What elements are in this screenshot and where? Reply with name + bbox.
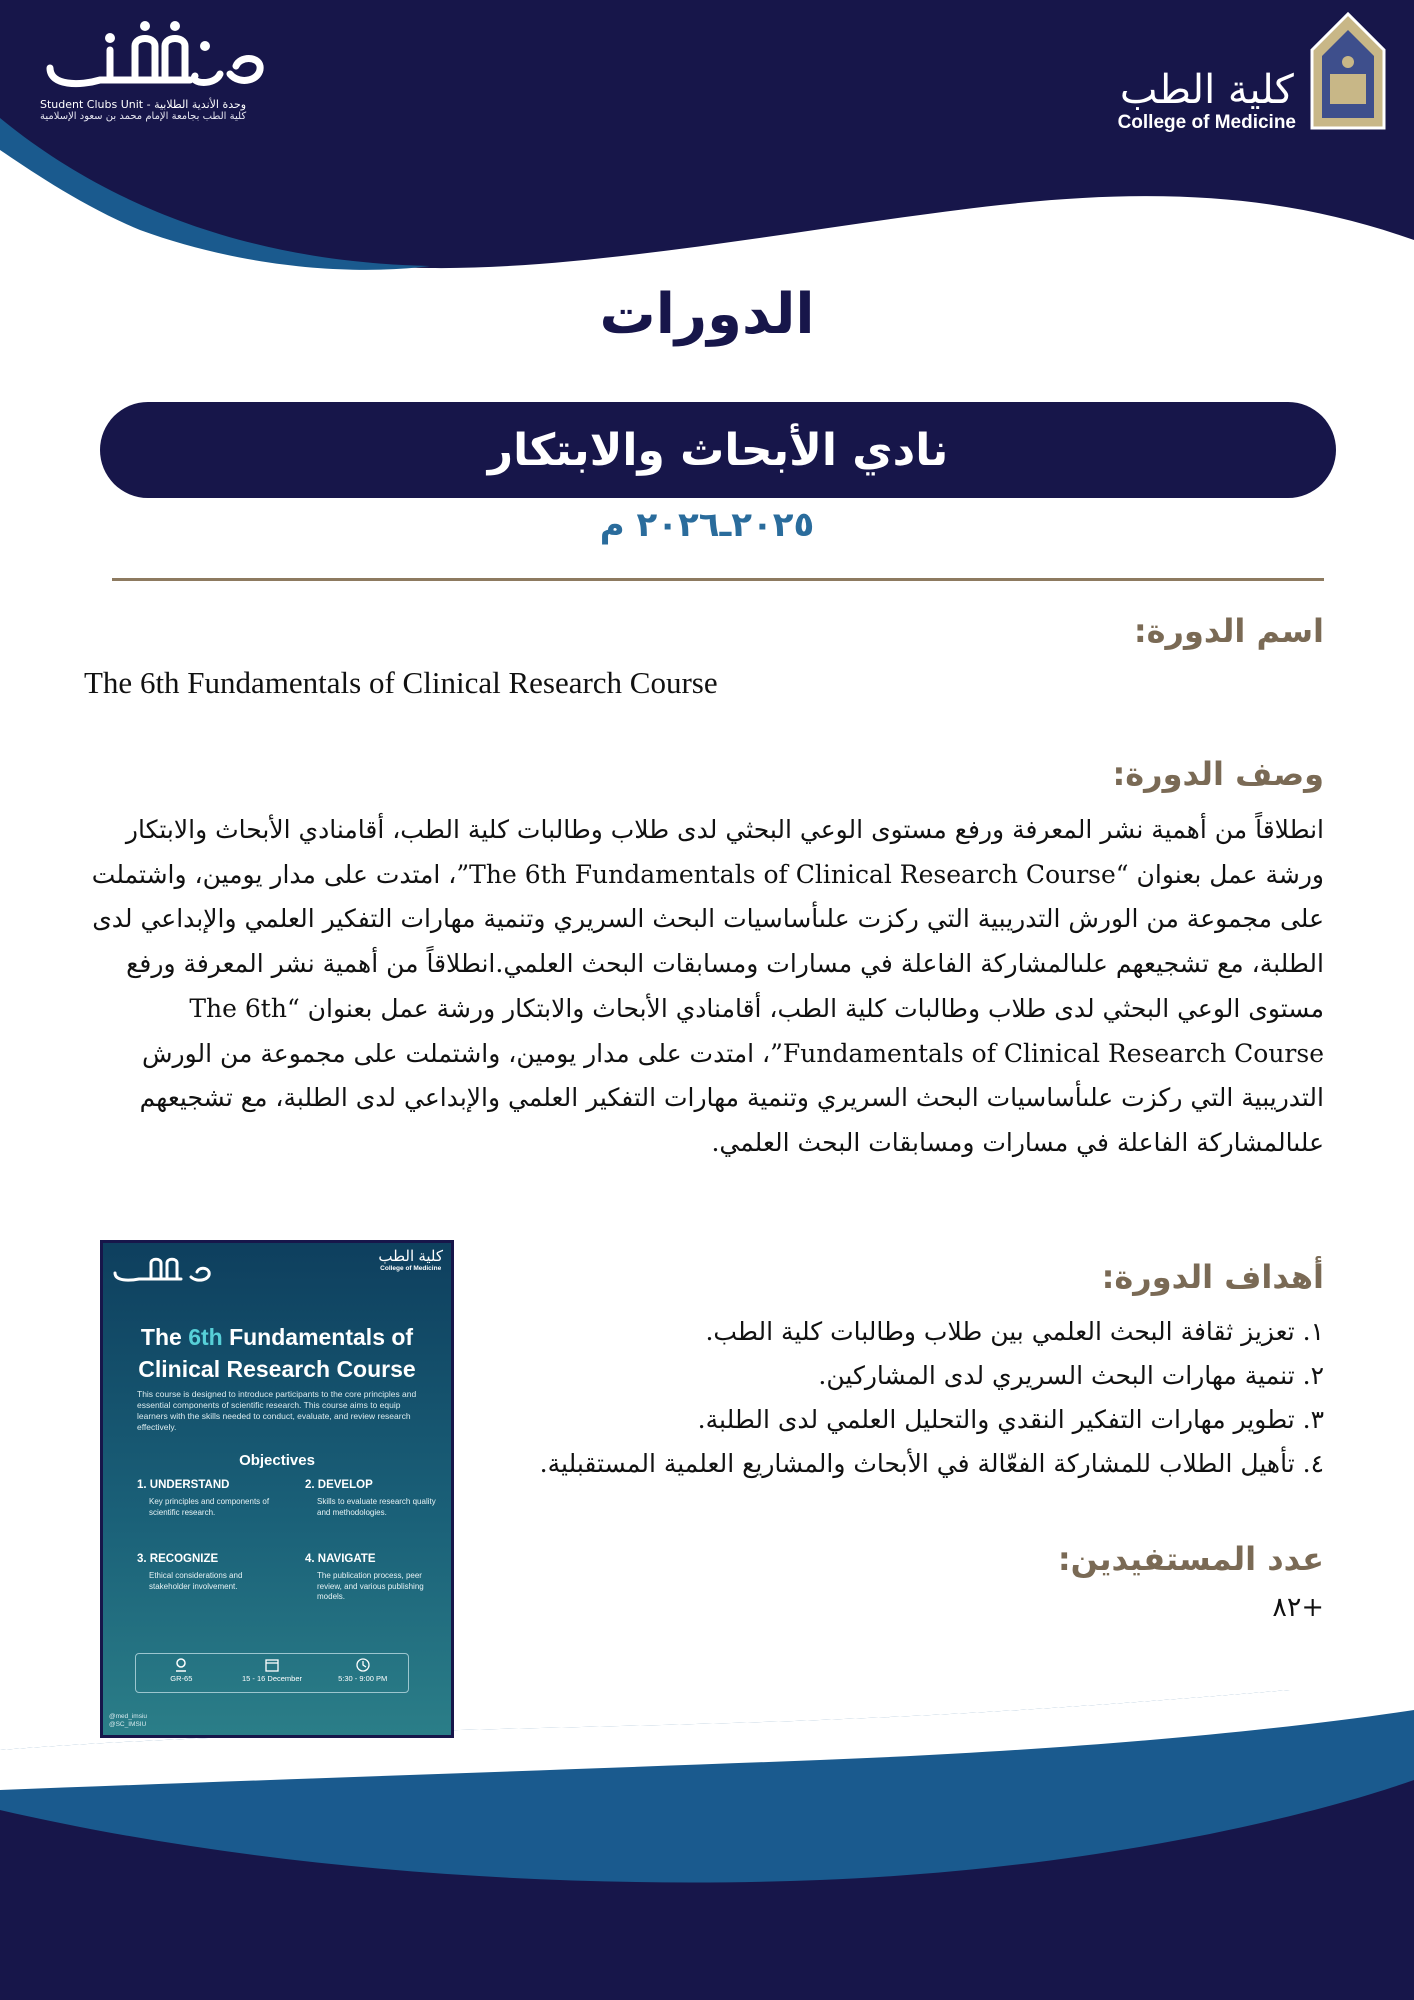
description-heading: وصف الدورة:	[1112, 755, 1324, 793]
beneficiaries-heading: عدد المستفيدين:	[1057, 1540, 1324, 1578]
clubs-unit-subtitle: كلية الطب بجامعة الإمام محمد بن سعود الإسلامية	[40, 111, 247, 122]
objective-item: ٣. تطوير مهارات التفكير النقدي والتحليل العلمي لدى الطلبة.	[697, 1405, 1324, 1434]
poster-objective-item: 2. DEVELOP Skills to evaluate research quality and methodologies.	[305, 1479, 436, 1517]
poster-location: GR-65	[136, 1654, 227, 1692]
college-logo-text	[1118, 68, 1296, 134]
student-clubs-logo	[40, 16, 280, 122]
poster-title-line-1: The 6th Fundamentals of	[140, 1324, 414, 1350]
poster-college-name-arabic: كلية الطب	[378, 1248, 443, 1265]
course-name: The 6th Fundamentals of Clinical Research Course	[84, 665, 718, 700]
description-text: انطلاقاً من أهمية نشر المعرفة ورفع مستوى الوعي البحثي لدى طلاب وطالبات كلية الطب، أقامنادي الأبحاث والابتكار ورشة عمل بعنوان “The 6th Fundamentals of Clinical Research Course”، امتدت على مدار يومين، واشتملت على مجموعة من الورش التدريبية التي ركزت علىأساسيات البحث السريري وتنمية مهارات التفكير العلمي والإبداعي لدى الطلبة، مع تشجيعهم علىالمشاركة الفاعلة في مسارات ومسابقات البحث العلمي.انطلاقاً من أهمية نشر المعرفة ورفع مستوى الوعي البحثي لدى طلاب وطالبات كلية الطب، أقامنادي الأبحاث والابتكار ورشة عمل بعنوان “The 6th Fundamentals of Clinical Research Course”، امتدت على مدار يومين، واشتملت على مجموعة من الورش التدريبية التي ركزت علىأساسيات البحث السريري وتنمية مهارات التفكير العلمي والإبداعي لدى الطلبة، مع تشجيعهم علىالمشاركة الفاعلة في مسارات ومسابقات البحث العلمي.	[91, 815, 1324, 1157]
objective-item: ٤. تأهيل الطلاب للمشاركة الفعّالة في الأبحاث والمشاريع العلمية المستقبلية.	[539, 1449, 1324, 1478]
objectives-list	[464, 1310, 1324, 1486]
academic-year: ٢٠٢٥ـ٢٠٢٦ م	[599, 505, 815, 545]
calendar-icon	[265, 1658, 279, 1672]
poster-title-highlight: 6th	[188, 1324, 223, 1350]
clubs-unit-name: Student Clubs Unit - وحدة الأندية الطلابية	[40, 98, 247, 111]
poster-college-logo	[378, 1247, 443, 1272]
club-name: نادي الأبحاث والابتكار	[487, 424, 949, 476]
poster-clubs-logo-icon	[111, 1249, 221, 1289]
clubs-logo-mark-icon	[40, 16, 270, 96]
poster-header	[103, 1243, 451, 1333]
college-name-english: College of Medicine	[1117, 112, 1296, 133]
course-poster	[100, 1240, 454, 1738]
beneficiaries-count: +٨٢	[1272, 1592, 1324, 1623]
poster-title-line-2: Clinical Research Course	[138, 1356, 416, 1382]
poster-social-handles: @med_imsiu @SC_IMSIU	[109, 1713, 148, 1728]
clock-icon	[356, 1658, 370, 1672]
poster-dates: 15 - 16 December	[227, 1654, 318, 1692]
club-name-banner	[100, 402, 1336, 498]
poster-objectives-title: Objectives	[239, 1452, 315, 1469]
objective-item: ٢. تنمية مهارات البحث السريري لدى المشاركين.	[818, 1361, 1324, 1390]
college-logo	[1118, 10, 1390, 134]
objectives-heading: أهداف الدورة:	[1101, 1258, 1324, 1296]
poster-objective-item: 4. NAVIGATE The publication process, peer review, and various publishing models.	[305, 1553, 424, 1601]
college-name-arabic: كلية الطب	[1119, 67, 1294, 113]
course-name-heading: اسم الدورة:	[1133, 612, 1324, 650]
divider	[112, 578, 1324, 581]
poster-objective-item: 3. RECOGNIZE Ethical considerations and stakeholder involvement.	[137, 1553, 243, 1591]
poster-title	[103, 1321, 451, 1385]
page-title: الدورات	[599, 282, 815, 347]
poster-college-name-english: College of Medicine	[380, 1265, 442, 1272]
objective-item: ١. تعزيز ثقافة البحث العلمي بين طلاب وطالبات كلية الطب.	[705, 1317, 1324, 1346]
poster-info-bar	[135, 1653, 409, 1693]
university-emblem-icon	[1306, 10, 1390, 134]
location-icon	[175, 1658, 187, 1672]
poster-time: 5:30 - 9:00 PM	[317, 1654, 408, 1692]
poster-intro: This course is designed to introduce participants to the core principles and essential components of scientific research. This course aims to equip learners with the skills needed to conduct, evaluate, and review research effectively.	[137, 1389, 417, 1432]
poster-objective-item: 1. UNDERSTAND Key principles and components of scientific research.	[137, 1479, 270, 1517]
